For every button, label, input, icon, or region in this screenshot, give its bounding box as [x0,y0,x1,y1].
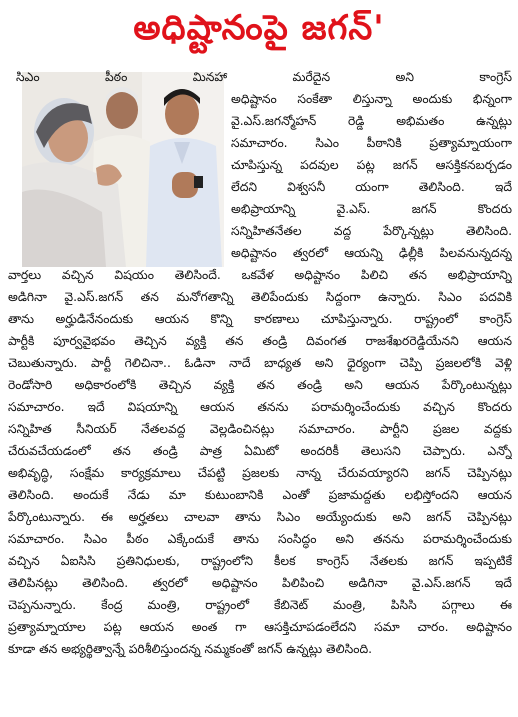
article-line: సమాచారం. సిఎం పీఠం ఎక్కేందుకే తాను సంసిద్ధం అని తనను పరామర్శించేందుకు [8,532,512,546]
article-line: పార్టీకి పూర్వవైభవం తెచ్చిన వ్యక్తి తన తండ్రి దివంగత రాజశేఖరరెడ్డియేనని ఆయన [8,334,512,348]
article-line: అభిప్రాయాన్ని వై.ఎస్. జగన్ కొందరు [231,202,512,216]
headline: అధిష్టానంపై జగన్' [133,8,385,48]
article-line: అధిష్టానం సంకేతా లిస్తున్నా అందుకు భిన్నంగా [231,92,512,106]
article-line: సన్నిహిత సీనియర్ నేతలవద్ద వెల్లడించినట్లు సమాచారం. పార్టీని ప్రజల వద్దకు [8,422,512,436]
article-line: ప్రత్యామ్నాయాల పట్ల ఆయన అంత గా ఆసక్తిచూపడంలేదని సమా చారం. అధిష్టానం [8,620,512,634]
article-line: చెబుతున్నారు. పార్టీ గెలిచినా.. ఓడినా నాదే బాధ్యత అని ధైర్యంగా చెప్పి ప్రజలలోకి వెళ్లి [8,356,512,370]
article-line: సమాచారం. ఇదే విషయాన్ని ఆయన తనను పరామర్శించేందుకు వచ్చిన కొందరు [8,400,512,414]
article-line: వై.ఎస్.జగన్మోహన్ రెడ్డి అభిమతం ఉన్నట్లు [231,114,512,128]
article-line: వచ్చిన ఏఐసిసి ప్రతినిధులకు, రాష్ట్రంలోని కీలక కాంగ్రెస్ నేతలకు జగన్ ఇప్పటికే [8,554,512,568]
article-body [8,66,512,706]
article-line: తెలిసింది. అందుకే నేడు మా కుటుంబానికి ఎంతో ప్రజామద్దతు లభిస్తోందని ఆయన [8,488,512,502]
article-line: రెండోసారి అధికారంలోకి తెచ్చిన వ్యక్తి తన తండ్రి అని ఆయన పేర్కొంటున్నట్లు [8,378,512,392]
article-line: చూపిస్తున్న పదవుల పట్ల జగన్ ఆసక్తికనబర్చడం [231,158,512,172]
article-line: చెప్పనున్నారు. కేంద్ర మంత్రి, రాష్ట్రంలో కేబినెట్ మంత్రి, పిసిసి పగ్గాలు ఈ [8,598,512,612]
article-line: పేర్కొంటున్నారు. ఈ అర్హతలు చాలవా తాను సిఎం అయ్యేందుకు అని జగన్ చెప్పినట్లు [8,510,512,524]
article-line: సిఎం పీఠం మినహా మరేదైన అని కాంగ్రెస్ [16,70,512,84]
article-line: అధిష్టానం త్వరలో ఆయన్ని ఢిల్లీకి పిలవనున్నదన్న [231,246,512,260]
article-line: తాను అర్హుడినేనందుకు ఆయన కొన్ని కారణాలు చూపిస్తున్నారు. రాష్ట్రంలో కాంగ్రెస్ [8,312,512,326]
article-line: చేరువచేయడంలో తన తండ్రి పాత్ర ఏమిటో అందరికీ తెలుసని చెప్పారు. ఎన్నో [8,444,512,458]
article-line: తెలిపినట్లు తెలిసింది. త్వరలో అధిష్టానం పిలిపించి అడిగినా వై.ఎస్.జగన్ ఇదే [8,576,512,590]
article-line: లేదని విశ్వసనీ యంగా తెలిసింది. ఇదే [231,180,512,194]
article-line: సమాచారం. సిఎం పీఠానికి ప్రత్యామ్నాయంగా [231,136,512,150]
article-line: సన్నిహితనేతల వద్ద పేర్కొన్నట్లు తెలిసింది. [231,224,512,238]
article-line: అభివృద్ధి, సంక్షేమ కార్యక్రమాలు చేపట్టి ప్రజలకు నాన్న చేరువయ్యారని జగన్ చెప్పినట్లు [8,466,512,480]
article-line: కూడా తన అభ్యర్థిత్వాన్నే పరిశీలిస్తుందన్న నమ్మకంతో జగన్ ఉన్నట్లు తెలిసింది. [8,642,373,656]
article-line: అడిగినా వై.ఎస్.జగన్ తన మనోగతాన్ని తెలిపేందుకు సిద్దంగా ఉన్నారు. సిఎం పదవికి [8,290,512,304]
article-line: వార్తలు వచ్చిన విషయం తెలిసిందే. ఒకవేళ అధిష్టానం పిలిచి తన అభిప్రాయాన్ని [8,268,512,282]
